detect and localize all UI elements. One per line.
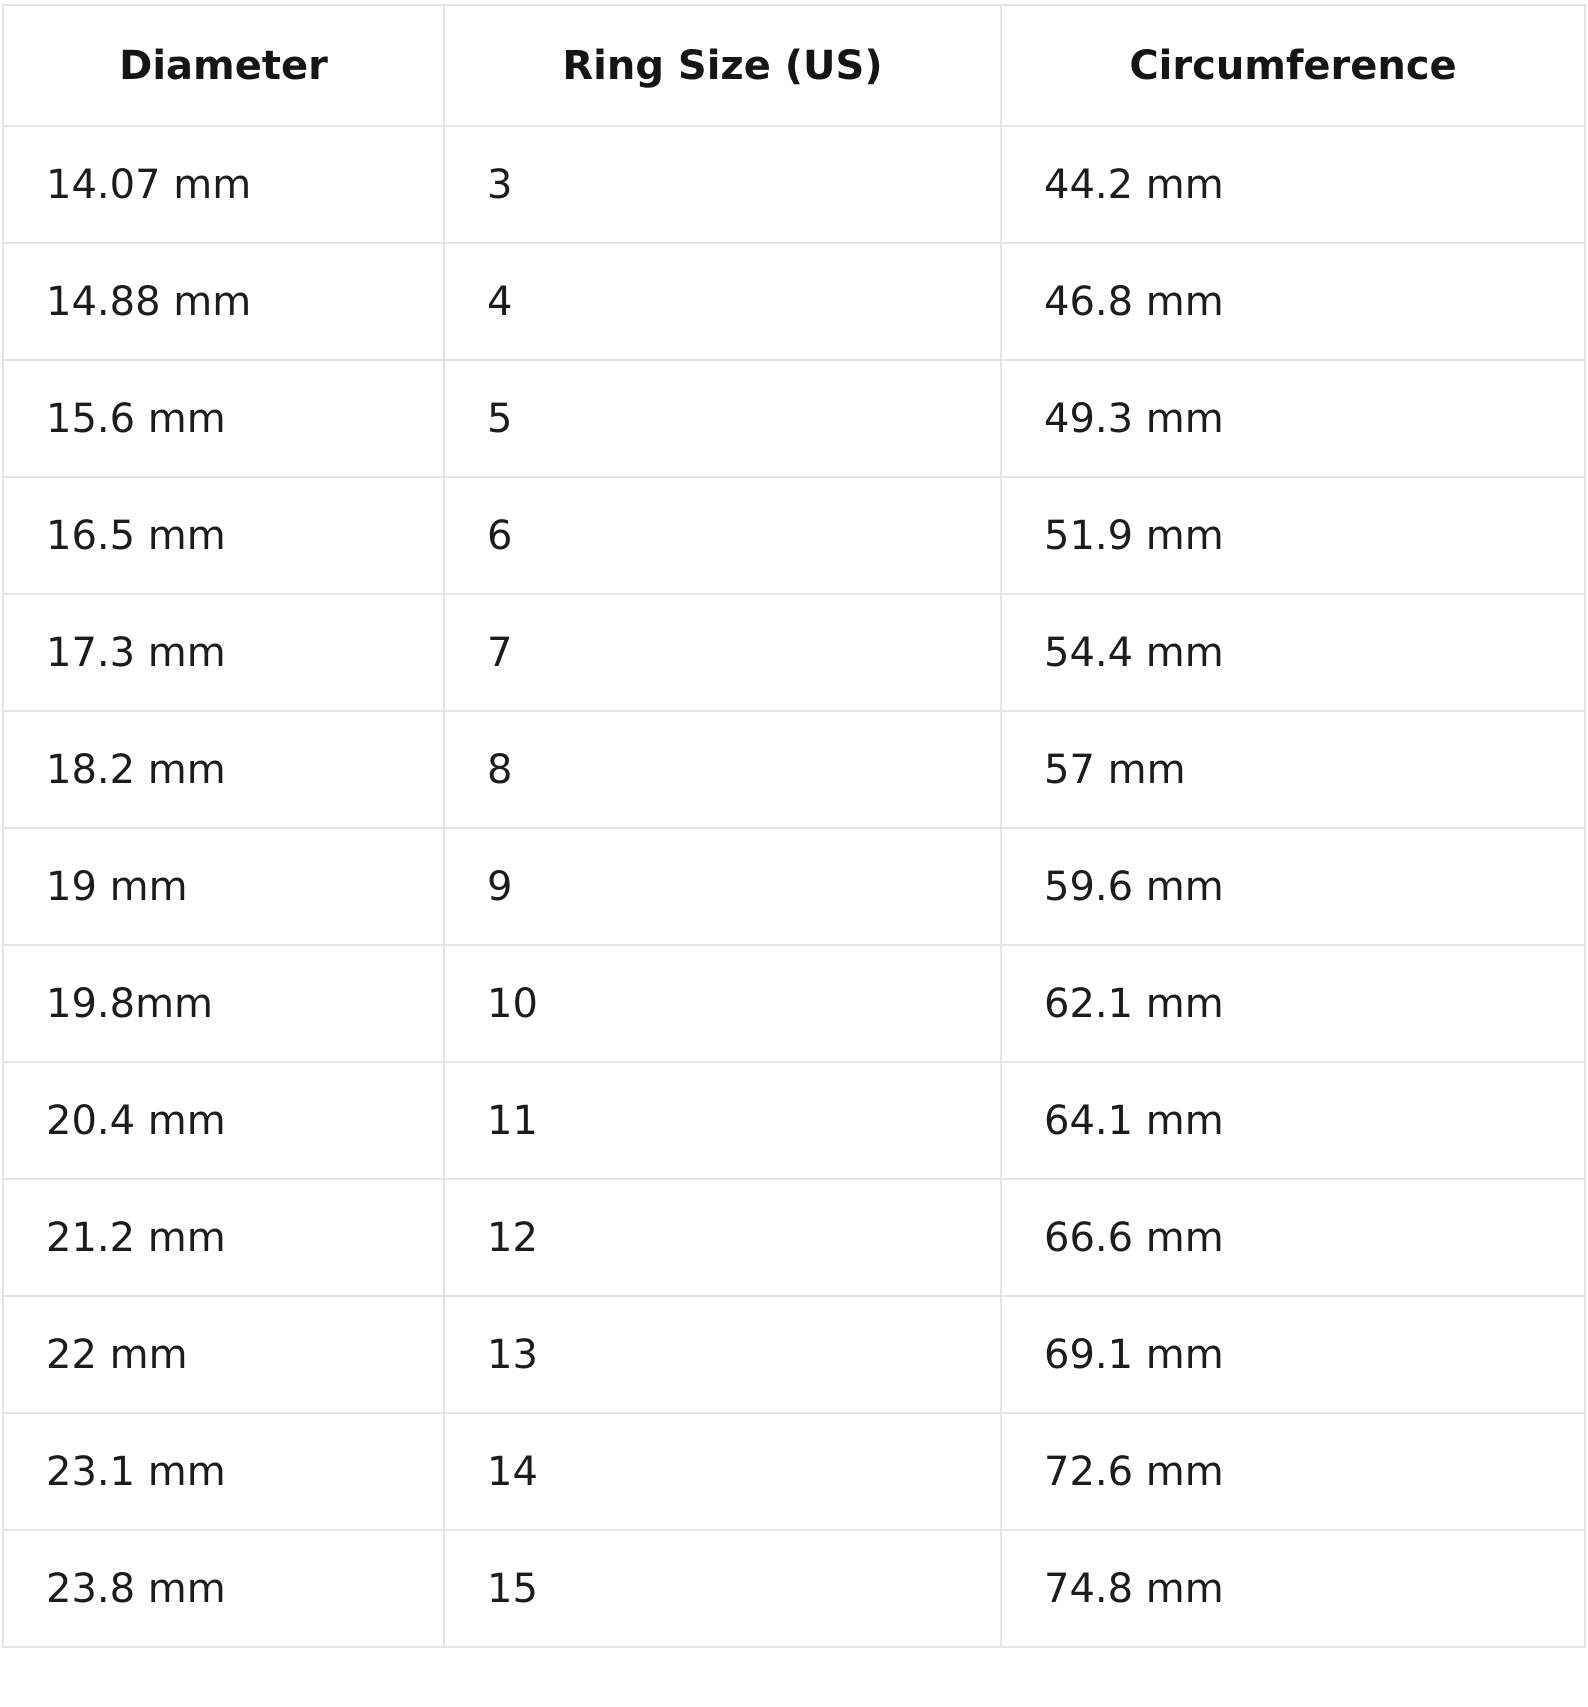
table-row — [3, 126, 1585, 243]
circumference-cell: 69.1 mm — [1001, 1296, 1585, 1413]
table-row — [3, 1296, 1585, 1413]
diameter-cell: 14.88 mm — [3, 243, 444, 360]
ring-size-cell: 10 — [444, 945, 1001, 1062]
ring-size-cell: 12 — [444, 1179, 1001, 1296]
diameter-cell: 21.2 mm — [3, 1179, 444, 1296]
diameter-cell: 16.5 mm — [3, 477, 444, 594]
header-diameter: Diameter — [3, 5, 444, 126]
ring-size-chart — [2, 4, 1584, 1648]
table-row — [3, 828, 1585, 945]
ring-size-cell: 5 — [444, 360, 1001, 477]
ring-size-cell: 11 — [444, 1062, 1001, 1179]
diameter-cell: 19.8mm — [3, 945, 444, 1062]
table-row — [3, 945, 1585, 1062]
circumference-cell: 64.1 mm — [1001, 1062, 1585, 1179]
table-row — [3, 1062, 1585, 1179]
ring-size-table — [2, 4, 1586, 1648]
ring-size-cell: 15 — [444, 1530, 1001, 1647]
circumference-cell: 62.1 mm — [1001, 945, 1585, 1062]
ring-size-cell: 3 — [444, 126, 1001, 243]
circumference-cell: 51.9 mm — [1001, 477, 1585, 594]
circumference-cell: 49.3 mm — [1001, 360, 1585, 477]
diameter-cell: 20.4 mm — [3, 1062, 444, 1179]
table-row — [3, 477, 1585, 594]
header-row — [3, 5, 1585, 126]
circumference-cell: 74.8 mm — [1001, 1530, 1585, 1647]
table-row — [3, 1413, 1585, 1530]
header-circumference: Circumference — [1001, 5, 1585, 126]
diameter-cell: 18.2 mm — [3, 711, 444, 828]
ring-size-cell: 7 — [444, 594, 1001, 711]
diameter-cell: 19 mm — [3, 828, 444, 945]
ring-size-cell: 14 — [444, 1413, 1001, 1530]
table-row — [3, 243, 1585, 360]
table-row — [3, 360, 1585, 477]
ring-size-cell: 9 — [444, 828, 1001, 945]
circumference-cell: 57 mm — [1001, 711, 1585, 828]
diameter-cell: 14.07 mm — [3, 126, 444, 243]
circumference-cell: 44.2 mm — [1001, 126, 1585, 243]
table-row — [3, 711, 1585, 828]
table-row — [3, 1179, 1585, 1296]
circumference-cell: 54.4 mm — [1001, 594, 1585, 711]
diameter-cell: 22 mm — [3, 1296, 444, 1413]
diameter-cell: 17.3 mm — [3, 594, 444, 711]
circumference-cell: 66.6 mm — [1001, 1179, 1585, 1296]
table-header — [3, 5, 1585, 126]
diameter-cell: 15.6 mm — [3, 360, 444, 477]
ring-size-cell: 8 — [444, 711, 1001, 828]
table-row — [3, 594, 1585, 711]
circumference-cell: 72.6 mm — [1001, 1413, 1585, 1530]
diameter-cell: 23.1 mm — [3, 1413, 444, 1530]
circumference-cell: 46.8 mm — [1001, 243, 1585, 360]
table-body — [3, 126, 1585, 1647]
diameter-cell: 23.8 mm — [3, 1530, 444, 1647]
ring-size-cell: 6 — [444, 477, 1001, 594]
ring-size-cell: 4 — [444, 243, 1001, 360]
header-ring-size: Ring Size (US) — [444, 5, 1001, 126]
table-row — [3, 1530, 1585, 1647]
circumference-cell: 59.6 mm — [1001, 828, 1585, 945]
ring-size-cell: 13 — [444, 1296, 1001, 1413]
